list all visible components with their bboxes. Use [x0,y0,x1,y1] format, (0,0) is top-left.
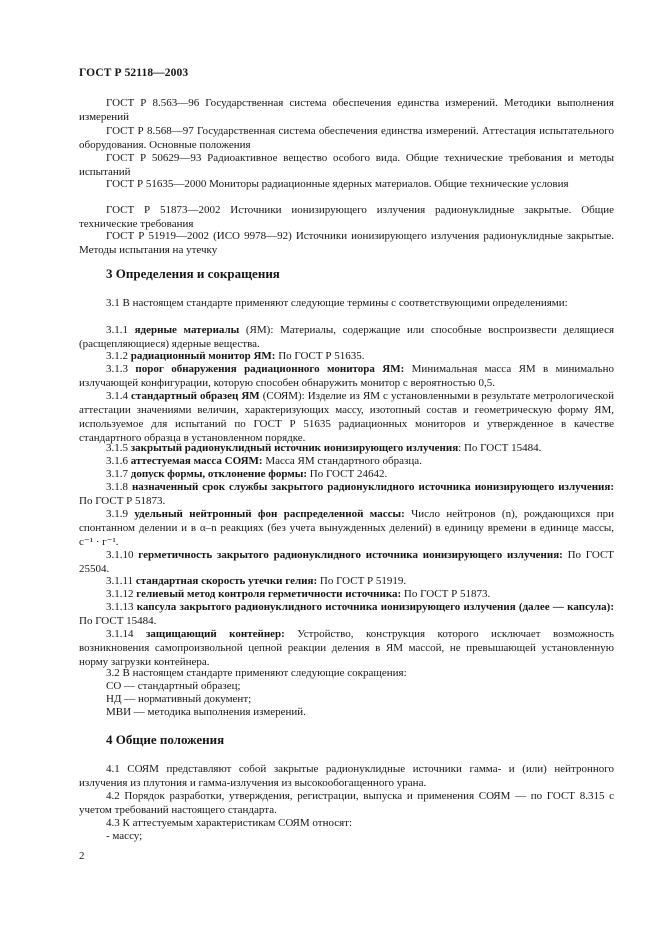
term-definition: По ГОСТ 15484. [79,615,157,627]
term-3-1-7 [79,467,614,481]
ref-gost-51919: ГОСТ Р 51919—2002 (ИСО 9978—92) Источники ионизирующего излучения радионуклидные закрытые. Методы испытания на утечку [79,230,614,256]
term-number: 3.1.13 [106,601,137,613]
term-name: удельный нейтронный фон распределенной массы: [134,508,405,520]
term-3-1-1 [79,323,614,351]
ref-gost-50629: ГОСТ Р 50629—93 Радиоактивное вещество особого вида. Общие технические требования и методы испытаний [79,152,614,178]
abbr-item: НД — нормативный документ; [106,693,252,705]
abbr-item: СО — стандартный образец; [106,680,241,692]
term-3-1-4 [79,389,614,445]
ref-gost-8-568: ГОСТ Р 8.568—97 Государственная система обеспечения единства измерений. Аттестация испытательного оборудования. Основные положения [79,125,614,151]
term-number: 3.1.8 [106,481,132,493]
page-number: 2 [79,850,85,862]
term-name: радиационный монитор ЯМ: [130,350,276,362]
term-name: аттестуемая масса СОЯМ: [130,455,263,467]
term-name: ядерные материалы [134,324,240,336]
term-definition: Минимальная масса ЯМ в минимально излучающей конфигурации, которую способен обнаружить монитор с вероятностью 0,5. [79,363,614,389]
term-3-1-9 [79,507,614,549]
term-number: 3.1.1 [106,324,135,336]
term-3-1-3 [79,362,614,390]
ref-gost-51635: ГОСТ Р 51635—2000 Мониторы радиационные ядерных материалов. Общие технические условия [106,178,569,190]
term-3-1-13 [79,600,614,628]
ref-gost-51873: ГОСТ Р 51873—2002 Источники ионизирующего излучения радионуклидные закрытые. Общие технические требования [79,204,614,230]
term-name: допуск формы, отклонение формы: [130,468,308,480]
abbr-intro: 3.2 В настоящем стандарте применяют следующие сокращения: [106,667,407,679]
running-header: ГОСТ Р 52118—2003 [79,67,189,79]
term-definition: (СОЯМ): Изделие из ЯМ с установленными в результате метрологической аттестации значениями величин, характеризующих массу, изотопный состав и геометрическую форму ЯМ, используемое для испытаний по ГОСТ Р 51635 радиационных мониторов и утвержденное в качестве стандартного образца в установленном порядке. [79,390,615,444]
term-number: 3.1.9 [106,508,135,520]
term-number: 3.1.2 [106,350,131,362]
term-name: назначенный срок службы закрытого радионуклидного источника ионизирующего излучения: [131,481,614,493]
term-name: стандартный образец ЯМ [131,390,260,402]
para-4-1: 4.1 СОЯМ представляют собой закрытые радионуклидные источники гамма- и (или) нейтронного излучения из плутония и гамма-излучения из высокообогащенного урана. [79,763,614,789]
term-definition: По ГОСТ Р 51919. [317,575,407,587]
term-3-1-10 [79,548,614,576]
term-name: гелиевый метод контроля герметичности источника: [136,588,402,600]
term-number: 3.1.5 [106,442,131,454]
term-definition: По ГОСТ Р 51873. [79,495,166,507]
list-item: - массу; [106,830,143,842]
term-number: 3.1.11 [106,575,136,587]
term-definition: (ЯМ): Материалы, содержащие или способные воспроизвести делящиеся (расщепляющиеся) ядерные вещества. [79,324,615,350]
term-definition: По ГОСТ 24642. [307,468,388,480]
term-name: закрытый радионуклидный источник ионизирующего излучения [130,442,459,454]
abbr-item: МВИ — методика выполнения измерений. [106,706,306,718]
para-4-3: 4.3 К аттестуемым характеристикам СОЯМ относят: [106,817,353,829]
term-number: 3.1.14 [106,628,146,640]
term-name: стандартная скорость утечки гелия: [135,575,318,587]
term-name: капсула закрытого радионуклидного источника ионизирующего излучения (далее — капсула): [136,601,614,613]
term-name: порог обнаружения радиационного монитора ЯМ: [135,363,405,375]
term-name: защищающий контейнер: [145,628,285,640]
term-definition: По ГОСТ Р 51873. [401,588,491,600]
term-3-1-6 [79,454,614,468]
section-3-heading: 3 Определения и сокращения [106,266,280,281]
term-3-1-5 [79,441,614,455]
term-number: 3.1.4 [106,390,132,402]
para-4-2: 4.2 Порядок разработки, утверждения, регистрации, выпуска и применения СОЯМ — по ГОСТ 8.315 с учетом требований настоящего стандарта. [79,790,614,816]
section-3-intro: 3.1 В настоящем стандарте применяют следующие термины с соответствующими определениями: [106,297,568,309]
term-number: 3.1.7 [106,468,131,480]
term-3-1-12 [79,587,614,601]
term-definition: : По ГОСТ 15484. [458,442,542,454]
term-name: герметичность закрытого радионуклидного источника ионизирующего излучения: [138,549,563,561]
term-3-1-11 [79,574,614,588]
term-definition: Масса ЯМ стандартного образца. [262,455,422,467]
section-4-heading: 4 Общие положения [106,732,225,747]
term-number: 3.1.12 [106,588,137,600]
term-3-1-14 [79,627,614,669]
term-definition: По ГОСТ Р 51635. [275,350,365,362]
term-definition: Устройство, конструкция которого исключает возможность возникновения самопроизвольной цепной реакции деления в ЯМ массой, не превышающей установленную норму загрузки контейнера. [79,628,614,668]
term-number: 3.1.6 [106,455,131,467]
term-number: 3.1.10 [106,549,139,561]
term-3-1-8 [79,480,614,508]
term-3-1-2 [79,349,614,363]
term-number: 3.1.3 [106,363,136,375]
term-definition: Число нейтронов (n), рождающихся при спонтанном делении и в α–n реакциях (без учета вынужденных делений) в единицу времени в единице массы, с⁻¹ · г⁻¹. [79,508,615,548]
ref-gost-8-563: ГОСТ Р 8.563—96 Государственная система обеспечения единства измерений. Методики выполнения измерений [79,97,614,123]
term-definition: По ГОСТ 25504. [79,549,615,575]
